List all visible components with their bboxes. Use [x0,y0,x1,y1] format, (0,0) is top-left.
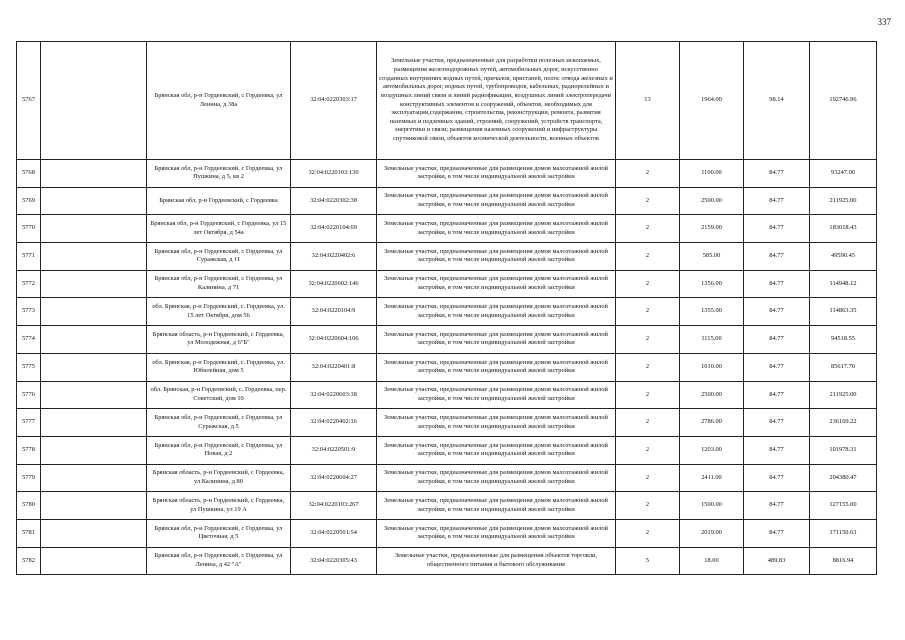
cell-purpose-code: 2 [616,326,680,354]
cell-land-purpose: Земельные участки, предназначенные для размещения домов малоэтажной жилой застройки, в том числе индивидуальной жилой застройки [377,215,616,243]
cell-row-number: 5782 [17,547,41,575]
cell-cadastral-number: 32:04:0220103:130 [291,160,377,188]
cell-rate: 84.77 [744,409,810,437]
cell-cadastral-number: 32:04:0220104:9 [291,298,377,326]
cell-rate: 84.77 [744,492,810,520]
table-row [17,409,877,437]
cell-address: Брянская обл, р-н Гордеевский, с Гордеевка, ул Суражская, д 11 [147,243,291,271]
cell-purpose-code: 13 [616,42,680,160]
cell-blank [41,492,147,520]
cell-land-purpose: Земельные участки, предназначенные для размещения домов малоэтажной жилой застройки, в том числе индивидуальной жилой застройки [377,492,616,520]
cell-cadastral-number: 32:04:0220604:27 [291,464,377,492]
cell-land-purpose: Земельные участки, предназначенные для размещения домов малоэтажной жилой застройки, в том числе индивидуальной жилой застройки [377,381,616,409]
cell-area: 1203.00 [680,436,744,464]
cell-purpose-code: 2 [616,243,680,271]
table-row [17,547,877,575]
cell-purpose-code: 2 [616,270,680,298]
page-number: 337 [877,17,891,27]
cell-land-purpose: Земельные участки, предназначенные для размещения домов малоэтажной жилой застройки, в том числе индивидуальной жилой застройки [377,436,616,464]
table-row [17,464,877,492]
cell-land-purpose: Земельные участки, предназначенные для размещения домов малоэтажной жилой застройки, в том числе индивидуальной жилой застройки [377,270,616,298]
cell-land-purpose: Земельные участки, предназначенные для размещения домов малоэтажной жилой застройки, в том числе индивидуальной жилой застройки [377,464,616,492]
cell-row-number: 5777 [17,409,41,437]
cell-cadastral-value: 127155.00 [810,492,877,520]
table-row [17,270,877,298]
cell-cadastral-number: 32:04:0220602:146 [291,270,377,298]
cell-cadastral-number: 32:04:0220604:106 [291,326,377,354]
cell-purpose-code: 2 [616,215,680,243]
table-row [17,436,877,464]
cell-purpose-code: 2 [616,436,680,464]
cell-cadastral-value: 114948.12 [810,270,877,298]
cell-cadastral-value: 211925.00 [810,381,877,409]
cell-cadastral-value: 192746.96 [810,42,877,160]
cell-land-purpose: Земельные участки, предназначенные для размещения объектов торговли, общественного питания и бытового обслуживания [377,547,616,575]
cell-blank [41,270,147,298]
cell-area: 1356.00 [680,270,744,298]
cell-land-purpose: Земельные участки, предназначенные для размещения домов малоэтажной жилой застройки, в том числе индивидуальной жилой застройки [377,519,616,547]
table-row [17,519,877,547]
table-body [17,42,877,575]
cell-address: Брянская обл, р-н Гордеевский, с Гордеевка, ул Новая, д 2 [147,436,291,464]
cell-area: 2019.00 [680,519,744,547]
cell-row-number: 5771 [17,243,41,271]
cell-rate: 84.77 [744,326,810,354]
cell-cadastral-value: 204380.47 [810,464,877,492]
cell-area: 2500.00 [680,381,744,409]
cell-purpose-code: 5 [616,547,680,575]
cell-rate: 98.14 [744,42,810,160]
cell-purpose-code: 2 [616,160,680,188]
cell-area: 18.00 [680,547,744,575]
cell-address: обл. Брянская, р-н Гордеевский, с. Гордеевка, ул. 15 лет Октября, дом 56 [147,298,291,326]
cell-area: 1964.00 [680,42,744,160]
cell-cadastral-value: 114863.35 [810,298,877,326]
cell-cadastral-value: 93247.00 [810,160,877,188]
cell-blank [41,381,147,409]
cell-land-purpose: Земельные участки, предназначенные для разработки полезных ископаемых, размещения железнодорожных путей, автомобильных дорог, искусственно созданных внутренних водных путей, причалов, пристаней, полос отвода железных и автомобильных дорог, водных путей, трубопроводов, кабельных, радиорелейных и воздушных линий связи и линий радиофикации, воздушных линий электропередачи конструктивных элементов и сооружений, объектов, необходимых для эксплуатации,содержания, строительства, реконструкции, ремонта, развития наземных и подземных зданий, строений, сооружений, устройств транспорта, энергетики и связи; размещения наземных сооружений и инфраструктуры спутниковой связи, объектов космической деятельности, военных объектов [377,42,616,160]
cell-address: Брянская обл, р-н Гордеевский, с Гордеевка, ул Суражская, д 5 [147,409,291,437]
cell-blank [41,298,147,326]
cell-cadastral-number: 32:04:0220305:43 [291,547,377,575]
cell-rate: 84.77 [744,436,810,464]
cell-purpose-code: 2 [616,409,680,437]
cell-blank [41,187,147,215]
table-row [17,326,877,354]
cell-address: Брянская обл, р-н Гордеевский, с Гордеевка, ул Ленина, д 38а [147,42,291,160]
cell-blank [41,353,147,381]
table-row [17,381,877,409]
cell-row-number: 5773 [17,298,41,326]
cell-address: Брянская область, р-н Гордеевский, с Гордеевка, ул Калинина, д 80 [147,464,291,492]
cell-area: 2411.00 [680,464,744,492]
cell-address: Брянская обл, р-н Гордеевский, с Гордеевка, ул Ленина, д 42 "А" [147,547,291,575]
cell-land-purpose: Земельные участки, предназначенные для размещения домов малоэтажной жилой застройки, в том числе индивидуальной жилой застройки [377,243,616,271]
cell-address: обл. Брянская, р-н Гордеевский, с. Гордеевка, ул. Юбилейная, дом 5 [147,353,291,381]
cell-row-number: 5774 [17,326,41,354]
table-row [17,160,877,188]
cell-cadastral-number: 32:04:0220603:38 [291,381,377,409]
cell-cadastral-value: 8816.94 [810,547,877,575]
table-row [17,215,877,243]
cell-blank [41,160,147,188]
cell-row-number: 5772 [17,270,41,298]
cell-rate: 84.77 [744,160,810,188]
table-row [17,243,877,271]
cell-rate: 84.77 [744,519,810,547]
cell-cadastral-number: 32:04:0220302:38 [291,187,377,215]
cell-blank [41,547,147,575]
table-row [17,187,877,215]
cell-land-purpose: Земельные участки, предназначенные для размещения домов малоэтажной жилой застройки, в том числе индивидуальной жилой застройки [377,326,616,354]
cell-address: обл. Брянская, р-н Гордеевский, с. Гордеевка, пер. Советский, дом 10 [147,381,291,409]
cell-blank [41,464,147,492]
cell-address: Брянская область, р-н Гордеевский, с Гордеевка, ул Молодежная, д 6"Б" [147,326,291,354]
cell-cadastral-value: 211925.00 [810,187,877,215]
table-row [17,298,877,326]
table-row [17,42,877,160]
cell-cadastral-value: 94518.55 [810,326,877,354]
cell-cadastral-value: 183018.43 [810,215,877,243]
cell-blank [41,243,147,271]
cell-row-number: 5780 [17,492,41,520]
cell-address: Брянская обл, р-н Гордеевский, с Гордеевка, ул Цветочная, д 5 [147,519,291,547]
land-registry-table [16,41,877,575]
cell-rate: 84.77 [744,187,810,215]
cell-area: 2159.00 [680,215,744,243]
cell-row-number: 5770 [17,215,41,243]
cell-rate: 84.77 [744,381,810,409]
cell-row-number: 5768 [17,160,41,188]
cell-rate: 84.77 [744,353,810,381]
cell-row-number: 5779 [17,464,41,492]
cell-land-purpose: Земельные участки, предназначенные для размещения домов малоэтажной жилой застройки, в том числе индивидуальной жилой застройки [377,298,616,326]
cell-blank [41,519,147,547]
cell-cadastral-number: 32:04:0220402:6 [291,243,377,271]
cell-cadastral-value: 171150.63 [810,519,877,547]
cell-area: 1100.00 [680,160,744,188]
cell-cadastral-value: 101978.31 [810,436,877,464]
cell-address: Брянская обл, р-н Гордеевский, с Гордеевка, ул 15 лет Октября, д 54а [147,215,291,243]
table-row [17,492,877,520]
cell-land-purpose: Земельные участки, предназначенные для размещения домов малоэтажной жилой застройки, в том числе индивидуальной жилой застройки [377,187,616,215]
cell-rate: 84.77 [744,215,810,243]
cell-blank [41,436,147,464]
cell-purpose-code: 2 [616,519,680,547]
cell-address: Брянская область, р-н Гордеевский, с Гордеевка, ул Пушкина, ул 19 А [147,492,291,520]
cell-rate: 84.77 [744,464,810,492]
cell-cadastral-number: 32:04:0220501:54 [291,519,377,547]
cell-address: Брянская обл, р-н Гордеевский, с Гордеевка, ул Пушкина, д 5, кв 2 [147,160,291,188]
cell-blank [41,326,147,354]
cell-purpose-code: 2 [616,464,680,492]
cell-blank [41,409,147,437]
cell-purpose-code: 2 [616,298,680,326]
cell-cadastral-number: 32:04:0220103:267 [291,492,377,520]
cell-cadastral-number: 32:04:0220104:69 [291,215,377,243]
cell-row-number: 5767 [17,42,41,160]
cell-purpose-code: 2 [616,381,680,409]
cell-area: 1115.00 [680,326,744,354]
cell-blank [41,42,147,160]
cell-rate: 489.83 [744,547,810,575]
cell-row-number: 5775 [17,353,41,381]
cell-area: 2500.00 [680,187,744,215]
cell-area: 1500.00 [680,492,744,520]
cell-land-purpose: Земельные участки, предназначенные для размещения домов малоэтажной жилой застройки, в том числе индивидуальной жилой застройки [377,160,616,188]
cell-row-number: 5778 [17,436,41,464]
cell-cadastral-value: 236169.22 [810,409,877,437]
table-row [17,353,877,381]
cell-purpose-code: 2 [616,187,680,215]
cell-land-purpose: Земельные участки, предназначенные для размещения домов малоэтажной жилой застройки, в том числе индивидуальной жилой застройки [377,353,616,381]
cell-row-number: 5776 [17,381,41,409]
cell-area: 2786.00 [680,409,744,437]
cell-area: 585.00 [680,243,744,271]
cell-area: 1010.00 [680,353,744,381]
cell-cadastral-number: 32:04:0220401:8 [291,353,377,381]
cell-cadastral-number: 32:04:0220303:17 [291,42,377,160]
cell-cadastral-number: 32:04:0220402:16 [291,409,377,437]
cell-cadastral-value: 85617.70 [810,353,877,381]
cell-purpose-code: 2 [616,492,680,520]
cell-rate: 84.77 [744,270,810,298]
cell-area: 1355.00 [680,298,744,326]
cell-cadastral-number: 32:04:0220501:9 [291,436,377,464]
cell-row-number: 5769 [17,187,41,215]
cell-land-purpose: Земельные участки, предназначенные для размещения домов малоэтажной жилой застройки, в том числе индивидуальной жилой застройки [377,409,616,437]
cell-rate: 84.77 [744,298,810,326]
cell-address: Брянская обл, р-н Гордеевский, с Гордеевка [147,187,291,215]
cell-blank [41,215,147,243]
cell-row-number: 5781 [17,519,41,547]
cell-cadastral-value: 49590.45 [810,243,877,271]
cell-rate: 84.77 [744,243,810,271]
cell-address: Брянская обл, р-н Гордеевский, с Гордеевка, ул Калинина, д 71 [147,270,291,298]
cell-purpose-code: 2 [616,353,680,381]
